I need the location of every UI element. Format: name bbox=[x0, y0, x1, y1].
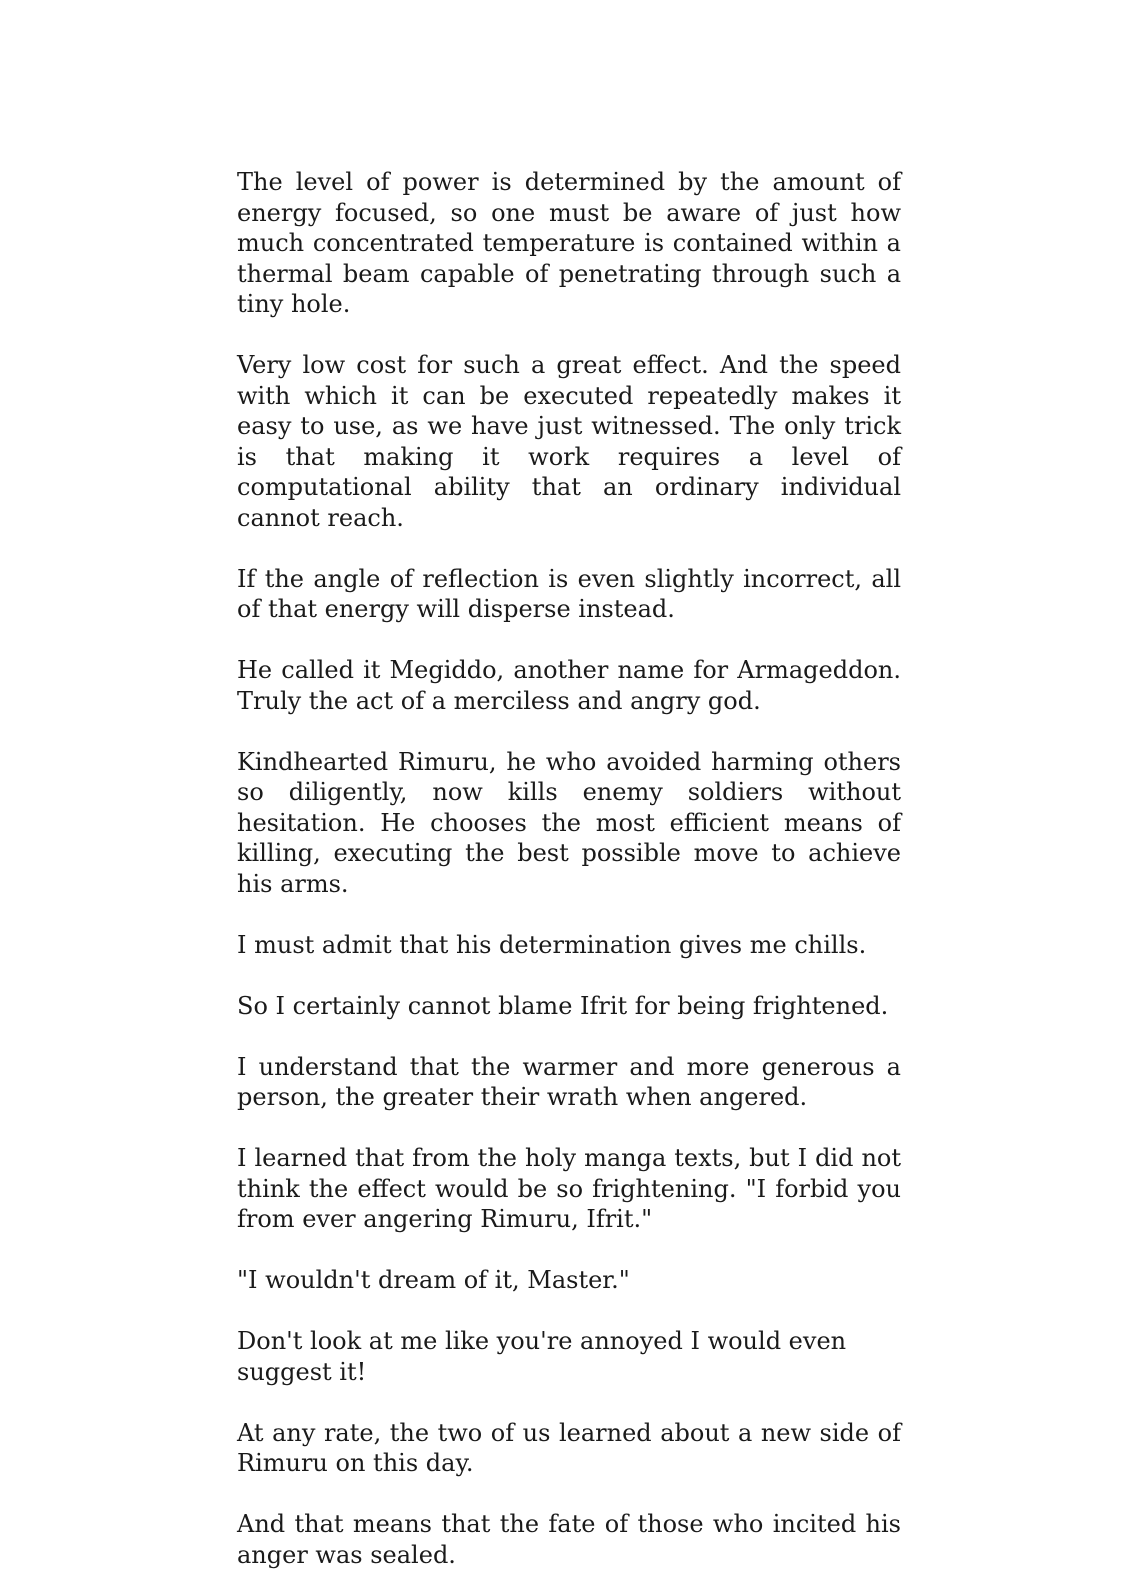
paragraph: The level of power is determined by the amount of energy focused, so one must be aware of just how much concentrated temperature is contained within a thermal beam capable of penetrating through such a tiny hole. bbox=[237, 168, 901, 318]
paragraph: He called it Megiddo, another name for Armageddon. Truly the act of a merciless and angry god. bbox=[237, 656, 901, 715]
paragraph: I must admit that his determination gives me chills. bbox=[237, 930, 867, 959]
paragraph: And that means that the fate of those who incited his anger was sealed. bbox=[237, 1510, 901, 1569]
paragraph: I learned that from the holy manga texts, but I did not think the effect would be so frightening. "I forbid you from ever angering Rimuru, Ifrit." bbox=[237, 1144, 901, 1233]
body-text bbox=[237, 167, 901, 1570]
paragraph: So I certainly cannot blame Ifrit for being frightened. bbox=[237, 991, 889, 1020]
paragraph: At any rate, the two of us learned about a new side of Rimuru on this day. bbox=[237, 1418, 901, 1477]
paragraph: "I wouldn't dream of it, Master." bbox=[237, 1266, 630, 1294]
paragraph: Kindhearted Rimuru, he who avoided harming others so diligently, now kills enemy soldiers without hesitation. He chooses the most efficient means of killing, executing the best possible move to achieve his arms. bbox=[237, 747, 901, 898]
paragraph: If the angle of reflection is even slightly incorrect, all of that energy will disperse instead. bbox=[237, 564, 901, 623]
paragraph: Don't look at me like you're annoyed I would even suggest it! bbox=[237, 1327, 847, 1386]
paragraph: Very low cost for such a great effect. And the speed with which it can be executed repeatedly makes it easy to use, as we have just witnessed. The only trick is that making it work requires a level of computational ability that an ordinary individual cannot reach. bbox=[237, 351, 901, 532]
paragraph: I understand that the warmer and more generous a person, the greater their wrath when angered. bbox=[237, 1052, 901, 1111]
